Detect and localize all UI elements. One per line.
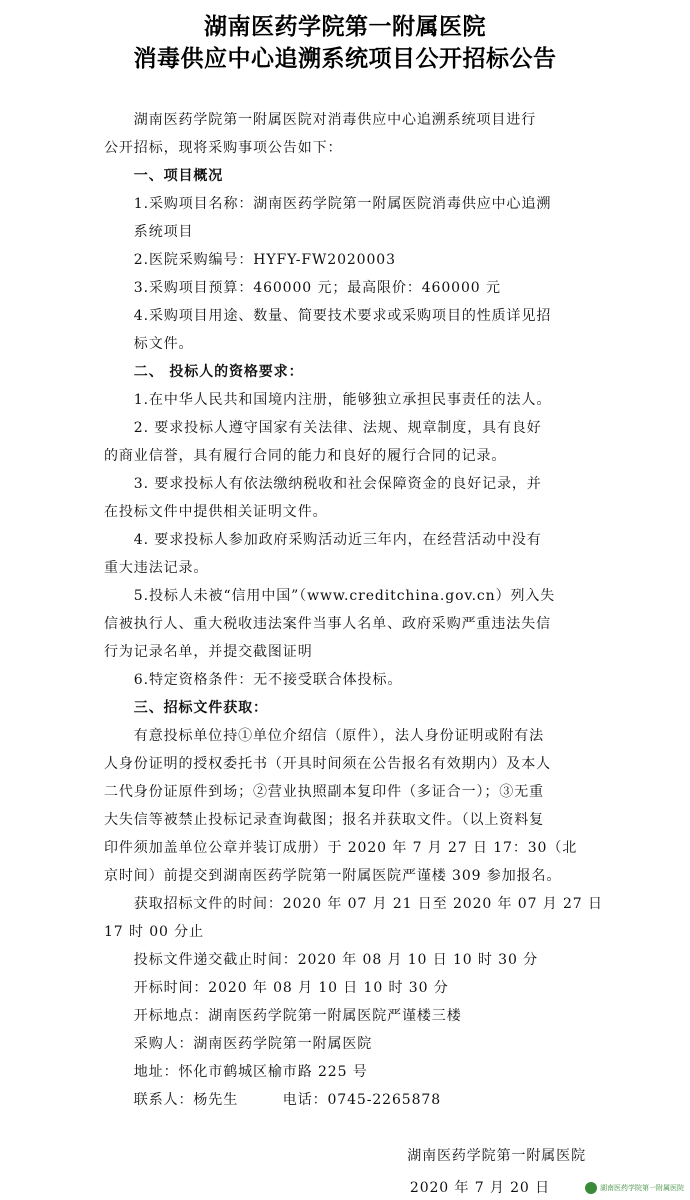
text-line: 开标时间：2020 年 08 月 10 日 10 时 30 分 <box>104 980 449 996</box>
text-line: 京时间）前提交到湖南医药学院第一附属医院严谨楼 309 参加报名。 <box>104 868 562 884</box>
text-line: 的商业信誉，具有履行合同的能力和良好的履行合同的记录。 <box>104 448 507 464</box>
text-line: 信被执行人、重大税收违法案件当事人名单、政府采购严重违法失信 <box>104 616 551 632</box>
text-line: 地址：怀化市鹤城区榆市路 225 号 <box>104 1064 368 1080</box>
hospital-logo-icon <box>585 1182 597 1194</box>
text-line: 大失信等被禁止投标记录查询截图；报名并获取文件。（以上资料复 <box>104 812 544 828</box>
text-line: 2.医院采购编号：HYFY-FW2020003 <box>104 252 396 268</box>
text-line: 公开招标，现将采购事项公告如下： <box>104 140 343 156</box>
text-line: 获取招标文件的时间：2020 年 07 月 21 日至 2020 年 07 月 27 日 <box>104 896 603 912</box>
text-line: 有意投标单位持①单位介绍信（原件），法人身份证明或附有法 <box>104 728 544 744</box>
signature-organization: 湖南医药学院第一附属医院 <box>407 1148 586 1164</box>
text-line: 4.采购项目用途、数量、简要技术要求或采购项目的性质详见招 <box>104 308 552 324</box>
text-line: 在投标文件中提供相关证明文件。 <box>104 504 328 520</box>
text-line: 1.在中华人民共和国境内注册，能够独立承担民事责任的法人。 <box>104 392 552 408</box>
text-line: 6.特定资格条件：无不接受联合体投标。 <box>104 672 403 688</box>
signature-date: 2020 年 7 月 20 日 <box>409 1180 550 1196</box>
text-line: 标文件。 <box>104 336 194 352</box>
text-line: 4. 要求投标人参加政府采购活动近三年内，在经营活动中没有 <box>104 532 542 548</box>
text-line: 17 时 00 分止 <box>104 924 204 940</box>
text-line: 人身份证明的授权委托书（开具时间须在公告报名有效期内）及本人 <box>104 756 551 772</box>
text-line: 1.采购项目名称：湖南医药学院第一附属医院消毒供应中心追溯 <box>104 196 552 212</box>
text-line: 开标地点：湖南医药学院第一附属医院严谨楼三楼 <box>104 1008 462 1024</box>
text-line: 联系人：杨先生 电话：0745-2265878 <box>104 1092 442 1108</box>
text-line: 3.采购项目预算：460000 元；最高限价：460000 元 <box>104 280 501 296</box>
page-title: 湖南医药学院第一附属医院 <box>204 14 486 40</box>
text-line: 行为记录名单，并提交截图证明 <box>104 644 313 660</box>
hospital-logo-text: 湖南医药学院第一附属医院 <box>600 1184 684 1192</box>
text-line: 系统项目 <box>104 224 194 240</box>
text-line: 二代身份证原件到场；②营业执照副本复印件（多证合一）；③无重 <box>104 784 544 800</box>
page-subtitle: 消毒供应中心追溯系统项目公开招标公告 <box>133 46 557 72</box>
text-line: 5.投标人未被“信用中国”（www.creditchina.gov.cn）列入失 <box>104 588 556 604</box>
text-line: 重大违法记录。 <box>104 560 209 576</box>
text-line: 印件须加盖单位公章并装订成册）于 2020 年 7 月 27 日 17：30（北 <box>104 840 578 856</box>
hospital-logo <box>585 1182 684 1194</box>
text-line: 投标文件递交截止时间：2020 年 08 月 10 日 10 时 30 分 <box>104 952 539 968</box>
text-line: 3. 要求投标人有依法缴纳税收和社会保障资金的良好记录，并 <box>104 476 542 492</box>
text-line: 2. 要求投标人遵守国家有关法律、法规、规章制度，具有良好 <box>104 420 542 436</box>
text-line: 湖南医药学院第一附属医院对消毒供应中心追溯系统项目进行 <box>104 112 537 128</box>
section-heading-documents: 三、招标文件获取： <box>104 700 268 716</box>
text-line: 采购人：湖南医药学院第一附属医院 <box>104 1036 373 1052</box>
section-heading-overview: 一、项目概况 <box>104 168 224 184</box>
section-heading-qualification: 二、 投标人的资格要求： <box>104 364 304 380</box>
